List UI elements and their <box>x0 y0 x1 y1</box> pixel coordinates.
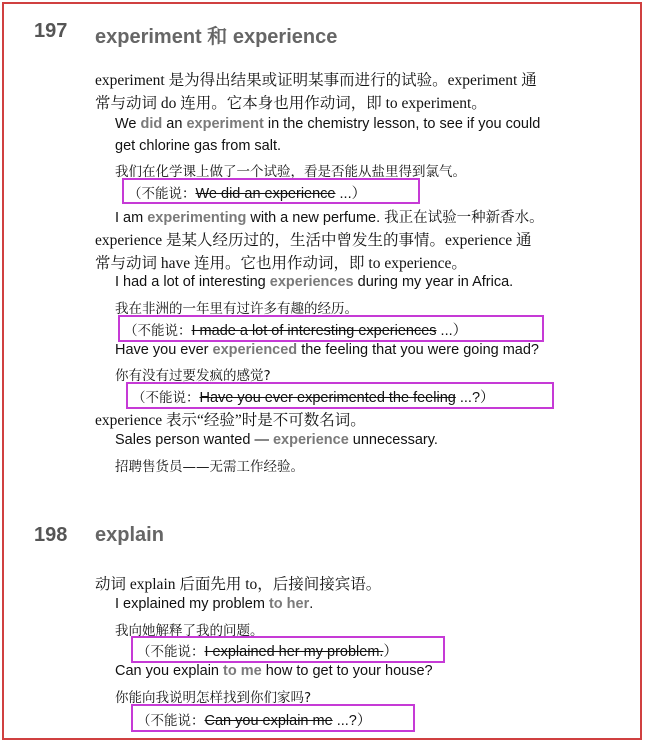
translation: 我在非洲的一年里有过许多有趣的经历。 <box>115 301 358 317</box>
example-sentence: Sales person wanted — experience unnecessary. <box>115 432 438 448</box>
text-line: experience 表示“经验”时是不可数名词。 <box>95 412 366 429</box>
entry-title: explain <box>95 524 164 546</box>
translation: 你有没有过要发疯的感觉? <box>115 368 271 384</box>
example-sentence: get chlorine gas from salt. <box>115 138 282 154</box>
translation: 我们在化学课上做了一个试验，看是否能从盐里得到氯气。 <box>115 164 466 180</box>
example-sentence: Can you explain to me how to get to your house? <box>115 663 433 679</box>
incorrect-usage-note: （不能说：Have you ever experimented the feeling ...?） <box>132 390 495 406</box>
example-sentence: We did an experiment in the chemistry lesson, to see if you could <box>115 116 541 132</box>
text-line: experiment 是为得出结果或证明某事而进行的试验。experiment 通 <box>95 72 537 89</box>
text-line: 动词 explain 后面先用 to，后接间接宾语。 <box>95 576 382 593</box>
translation: 招聘售货员——无需工作经验。 <box>115 459 304 475</box>
example-sentence: I had a lot of interesting experiences during my year in Africa. <box>115 274 514 290</box>
example-sentence: I explained my problem to her. <box>115 596 314 612</box>
translation: 我向她解释了我的问题。 <box>115 623 264 639</box>
entry-title: experiment 和 experience <box>95 26 338 48</box>
example-sentence: I am experimenting with a new perfume. 我正在试验一种新香水。 <box>115 210 544 226</box>
text-line: 常与动词 have 连用。它也用作动词，即 to experience。 <box>95 255 467 272</box>
text-line: 常与动词 do 连用。它本身也用作动词，即 to experiment。 <box>95 95 487 112</box>
incorrect-usage-note: （不能说：I explained her my problem.） <box>137 644 398 660</box>
entry-number: 198 <box>34 524 68 546</box>
incorrect-usage-note: （不能说：I made a lot of interesting experiences ...） <box>124 323 468 339</box>
incorrect-usage-note: （不能说：We did an experience ...） <box>128 186 367 202</box>
incorrect-usage-note: （不能说：Can you explain me ...?） <box>137 713 372 729</box>
translation: 你能向我说明怎样找到你们家吗? <box>115 690 312 706</box>
example-sentence: Have you ever experienced the feeling that you were going mad? <box>115 342 539 358</box>
entry-number: 197 <box>34 20 68 42</box>
text-line: experience 是某人经历过的，生活中曾发生的事情。experience 通 <box>95 232 532 249</box>
